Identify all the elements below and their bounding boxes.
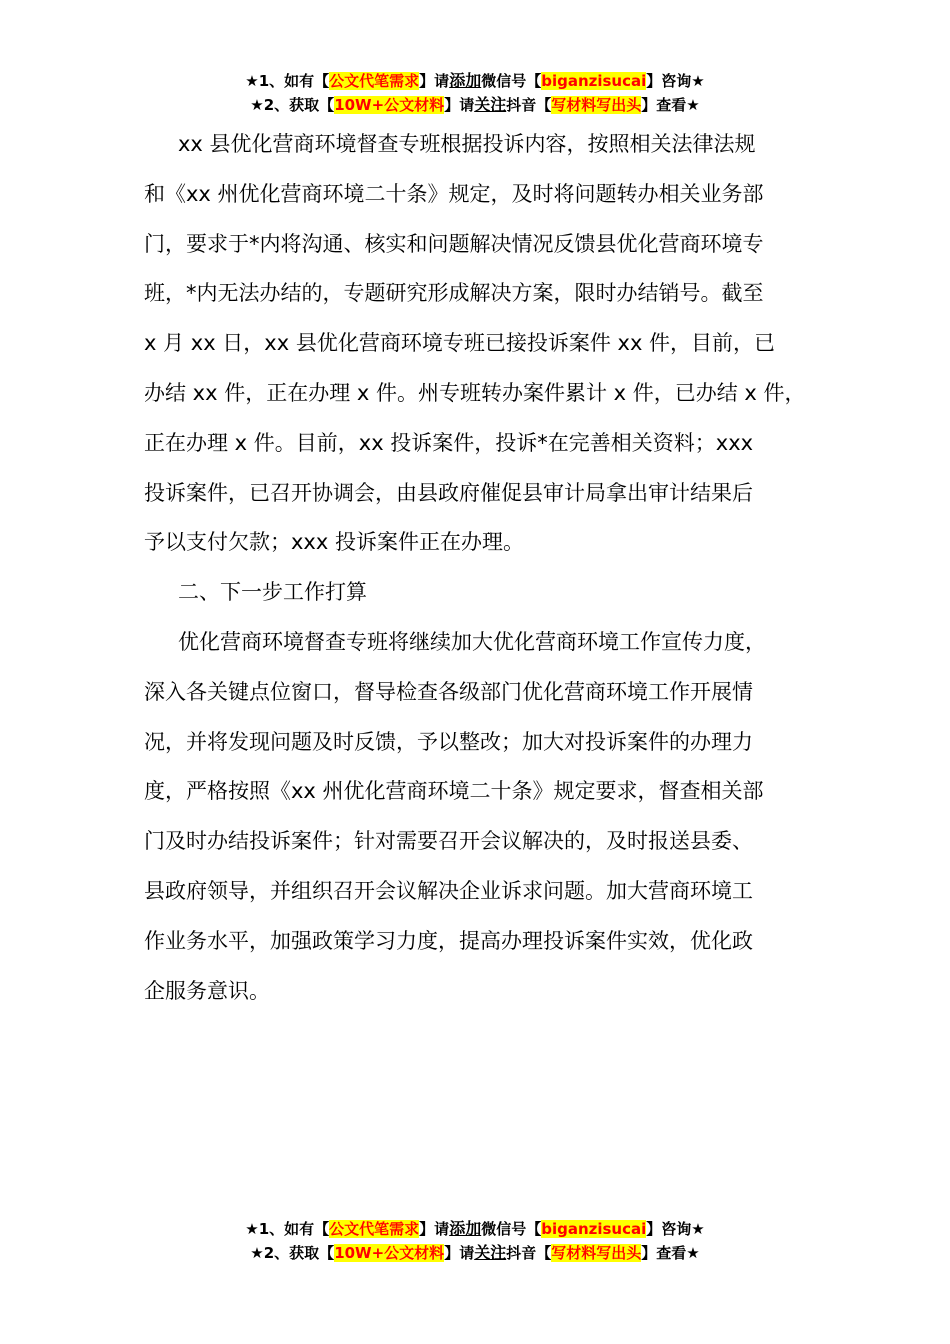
header-banner	[0, 69, 950, 117]
highlight-text: 公文代笔需求	[329, 1220, 420, 1238]
text-line: 深入各关键点位窗口，督导检查各级部门优化营商环境工作开展情	[144, 679, 753, 704]
banner-text: 】查看★	[641, 96, 700, 114]
text-line: 办结 xx 件，正在办理 x 件。州专班转办案件累计 x 件，已办结 x 件，	[144, 380, 806, 405]
banner-line-1	[0, 1217, 950, 1241]
underlined-text: 关注	[474, 95, 507, 114]
text-line: 况，并将发现问题及时反馈，予以整改；加大对投诉案件的办理力	[144, 729, 753, 754]
banner-text: 微信号【	[481, 72, 542, 90]
banner-text: 】请	[444, 96, 475, 114]
banner-text: 】查看★	[641, 1244, 700, 1262]
banner-text: 微信号【	[481, 1220, 542, 1238]
text-line: 县政府领导，并组织召开会议解决企业诉求问题。加大营商环境工	[144, 878, 753, 903]
wechat-id: biganzisucai	[541, 1220, 647, 1238]
highlight-text: 公文代笔需求	[329, 72, 420, 90]
banner-text: ★2、获取【	[250, 1244, 335, 1262]
douyin-id: 写材料写出头	[551, 96, 642, 114]
banner-text: 抖音【	[506, 96, 552, 114]
banner-line-1	[0, 69, 950, 93]
text-line: 门及时办结投诉案件；针对需要召开会议解决的，及时报送县委、	[144, 829, 753, 854]
paragraph-1	[144, 120, 834, 568]
banner-line-2	[0, 1241, 950, 1265]
banner-text: ★1、如有【	[245, 72, 330, 90]
banner-text: 】请	[419, 72, 450, 90]
text-line: 作业务水平，加强政策学习力度，提高办理投诉案件实效，优化政	[144, 928, 753, 953]
text-line: 和《xx 州优化营商环境二十条》规定，及时将问题转办相关业务部	[144, 181, 764, 206]
text-line: 投诉案件，已召开协调会，由县政府催促县审计局拿出审计结果后	[144, 480, 753, 505]
text-line: 门，要求于*内将沟通、核实和问题解决情况反馈县优化营商环境专	[144, 231, 764, 256]
text-line: 正在办理 x 件。目前，xx 投诉案件，投诉*在完善相关资料；xxx	[144, 430, 754, 455]
banner-text: 】咨询★	[646, 72, 705, 90]
text-line: 企服务意识。	[144, 978, 270, 1003]
section-heading	[144, 568, 834, 618]
underlined-text: 关注	[474, 1243, 507, 1262]
text-line: 优化营商环境督查专班将继续加大优化营商环境工作宣传力度，	[178, 629, 766, 654]
banner-text: 】请	[444, 1244, 475, 1262]
banner-text: 抖音【	[506, 1244, 552, 1262]
text-line: 班，*内无法办结的，专题研究形成解决方案，限时办结销号。截至	[144, 281, 764, 306]
text-line: 予以支付欠款；xxx 投诉案件正在办理。	[144, 530, 524, 555]
banner-text: ★1、如有【	[245, 1220, 330, 1238]
heading-text: 二、下一步工作打算	[178, 580, 367, 605]
footer-banner	[0, 1217, 950, 1265]
text-line: xx 县优化营商环境督查专班根据投诉内容，按照相关法律法规	[178, 132, 756, 156]
douyin-id: 写材料写出头	[551, 1244, 642, 1262]
underlined-text: 添加	[449, 1219, 482, 1238]
text-line: 度，严格按照《xx 州优化营商环境二十条》规定要求，督查相关部	[144, 779, 764, 804]
document-body	[144, 120, 834, 1016]
highlight-text: 10W+公文材料	[334, 96, 445, 114]
banner-text: ★2、获取【	[250, 96, 335, 114]
text-line: x 月 xx 日，xx 县优化营商环境专班已接投诉案件 xx 件，目前，已	[144, 331, 776, 356]
wechat-id: biganzisucai	[541, 72, 647, 90]
banner-line-2	[0, 93, 950, 117]
highlight-text: 10W+公文材料	[334, 1244, 445, 1262]
underlined-text: 添加	[449, 71, 482, 90]
banner-text: 】咨询★	[646, 1220, 705, 1238]
banner-text: 】请	[419, 1220, 450, 1238]
paragraph-2	[144, 618, 834, 1016]
